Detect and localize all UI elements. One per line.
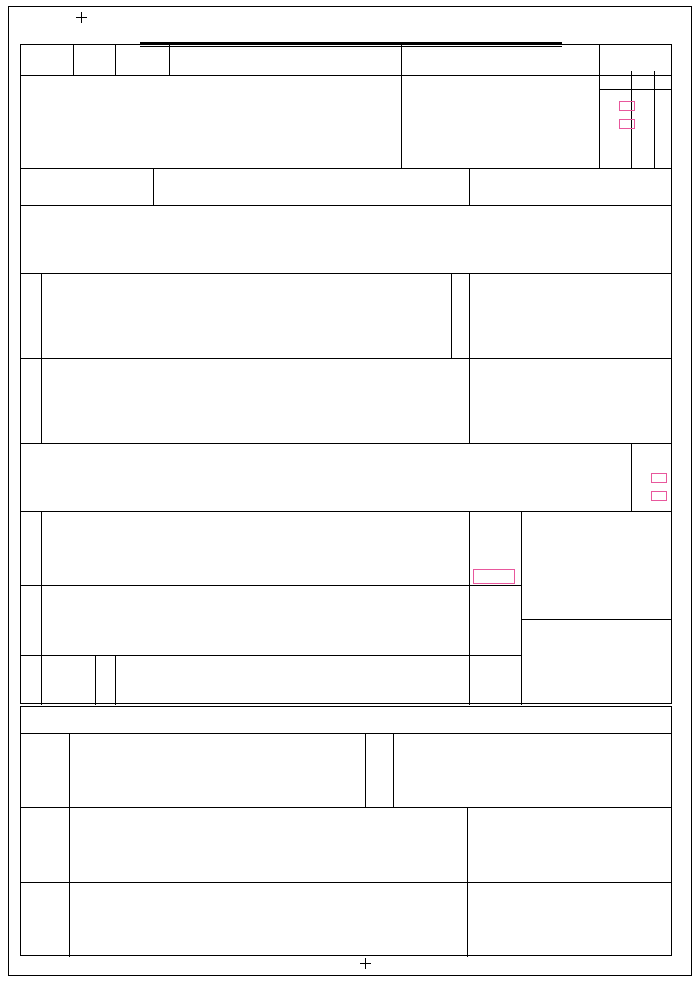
divider [469, 168, 470, 205]
divider [21, 358, 671, 359]
divider [115, 45, 116, 75]
divider [451, 273, 452, 358]
title-band [20, 16, 672, 44]
divider [69, 807, 70, 882]
divider [69, 882, 70, 957]
sheet-content [20, 16, 672, 968]
divider [393, 733, 394, 807]
divider [21, 273, 671, 274]
divider [631, 443, 632, 511]
divider [115, 655, 116, 705]
divider [654, 71, 655, 168]
gender-female-bubble[interactable] [619, 119, 635, 129]
divider [401, 45, 402, 168]
zoudu-yes-bubble[interactable] [651, 473, 667, 483]
divider [599, 45, 600, 168]
divider [169, 45, 170, 75]
divider [21, 733, 671, 734]
divider [469, 511, 470, 705]
divider [153, 168, 154, 205]
divider [21, 882, 671, 883]
divider [521, 619, 671, 620]
divider [95, 655, 96, 705]
divider [21, 511, 671, 512]
divider [21, 655, 521, 656]
divider [599, 89, 671, 90]
divider [21, 443, 671, 444]
divider [21, 75, 671, 76]
divider [41, 585, 42, 705]
divider [21, 807, 671, 808]
divider [521, 511, 522, 705]
divider [73, 45, 74, 75]
zoudu-no-bubble[interactable] [651, 491, 667, 501]
family-card [20, 706, 672, 956]
exempt-box[interactable] [473, 569, 515, 584]
divider [21, 168, 671, 169]
gender-male-bubble[interactable] [619, 101, 635, 111]
divider [21, 585, 521, 586]
divider [69, 733, 70, 807]
divider [21, 205, 671, 206]
main-card [20, 44, 672, 704]
divider [365, 733, 366, 807]
timing-track [680, 30, 698, 960]
